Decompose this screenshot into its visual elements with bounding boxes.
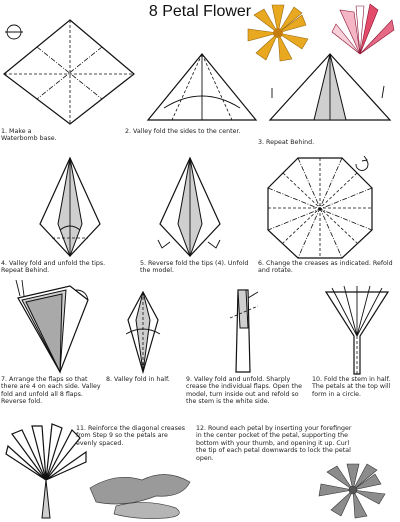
step4-diagram [30,156,110,260]
step9-caption: 9. Valley fold and unfold. Sharply crease the individual flaps. Open the model, turn inside out and refold so the stem is the white side. [186,376,302,406]
step11-caption: 11. Reinforce the diagonal creases from Step 9 so the petals are evenly spaced. [76,425,186,447]
step9-diagram [218,288,268,374]
step8-caption: 8. Valley fold in half. [106,376,170,383]
step4-caption: 4. Valley fold and unfold the tips. Repeat Behind. [1,260,106,275]
step12-caption: 12. Round each petal by inserting your forefinger in the center pocket of the petal, supporting the bottom with your thumb, and opening it up. Curl the tip of each petal downwards to lock the petal open. [196,425,352,462]
turn-over-icon [5,25,23,39]
finished-flower-photo [310,460,396,520]
step5-diagram [150,156,230,260]
step7-diagram [10,276,100,376]
step10-caption: 10. Fold the stem in half. The petals at the top will form in a circle. [312,376,391,398]
step10-diagram [322,284,392,376]
step7-caption: 7. Arrange the flaps so that there are 4 on each side. Valley fold and unfold all 8 flaps. Reverse fold. [1,376,101,406]
step2-diagram [142,50,262,126]
hand-photo [86,458,196,520]
step6-caption: 6. Change the creases as indicated. Refold and rotate. [258,260,393,275]
step3-diagram [264,50,396,132]
step6-diagram [258,152,382,260]
page-title: 8 Petal Flower [148,3,252,20]
step1-diagram [0,18,140,126]
step2-caption: 2. Valley fold the sides to the center. [125,128,241,135]
rotate-icon [356,156,368,170]
step5-caption: 5. Reverse fold the tips (4). Unfold the model. [140,260,249,275]
step1-caption: 1. Make a Waterbomb base. [1,128,57,143]
step8-diagram [118,290,168,374]
step3-caption: 3. Repeat Behind. [258,139,315,146]
